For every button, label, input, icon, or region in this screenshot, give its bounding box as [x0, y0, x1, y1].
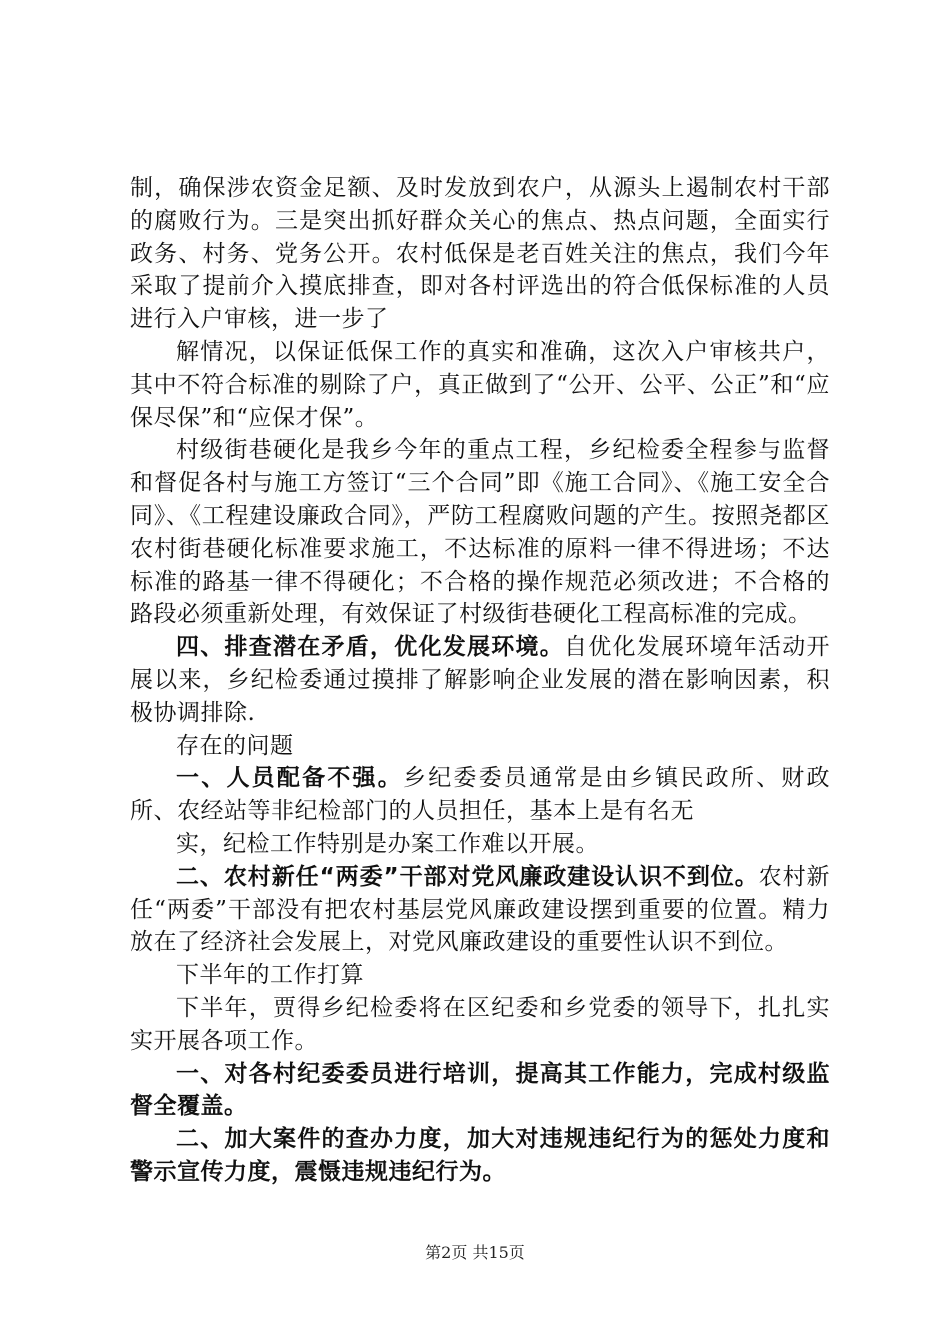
- paragraph-11: [130, 1058, 830, 1124]
- paragraph-4-heading: 四、排查潜在矛盾，优化发展环境。: [176, 634, 564, 661]
- paragraph-4: 四、排查潜在矛盾，优化发展环境。自优化发展环境年活动开展以来，乡纪检委通过摸排了解影响企业发展的潜在影响因素，积极协调排除.: [130, 634, 830, 726]
- paragraph-6-heading: 一、人员配备不强。: [176, 765, 403, 792]
- page-footer: 第2页 共15页: [425, 1243, 525, 1262]
- document-body: [130, 172, 830, 1189]
- paragraph-3: 村级街巷硬化是我乡今年的重点工程，乡纪检委全程参与监督和督促各村与施工方签订“三个合同”即《施工合同》、《施工安全合同》、《工程建设廉政合同》，严防工程腐败问题的产生。按照尧都区农村街巷硬化标准要求施工，不达标准的原料一律不得进场；不达标准的路基一律不得硬化；不合格的操作规范必须改进；不合格的路段必须重新处理，有效保证了村级街巷硬化工程高标准的完成。: [130, 437, 830, 628]
- paragraph-8-heading: 二、农村新任“两委”干部对党风廉政建设认识不到位。: [176, 863, 759, 890]
- paragraph-12: [130, 1123, 830, 1189]
- paragraph-7: 实，纪检工作特别是办案工作难以开展。: [176, 830, 599, 857]
- paragraph-10: 下半年，贾得乡纪检委将在区纪委和乡党委的领导下，扎扎实实开展各项工作。: [130, 994, 830, 1054]
- paragraph-11-heading: 一、对各村纪委委员进行培训，提高其工作能力，完成村级监督全覆盖。: [130, 1060, 830, 1120]
- section-heading-plans: 下半年的工作打算: [176, 962, 364, 989]
- paragraph-2: 解情况，以保证低保工作的真实和准确，这次入户审核共户，其中不符合标准的剔除了户，真正做到了“公开、公平、公正”和“应保尽保”和“应保才保”。: [130, 338, 830, 431]
- paragraph-12-heading: 二、加大案件的查办力度，加大对违规违纪行为的惩处力度和警示宣传力度，震慑违规违纪行为。: [130, 1126, 830, 1185]
- paragraph-8: 二、农村新任“两委”干部对党风廉政建设认识不到位。农村新任“两委”干部没有把农村基层党风廉政建设摆到重要的位置。精力放在了经济社会发展上，对党风廉政建设的重要性认识不到位。: [130, 863, 831, 956]
- paragraph-1: 制，确保涉农资金足额、及时发放到农户，从源头上遏制农村干部的腐败行为。三是突出抓好群众关心的焦点、热点问题，全面实行政务、村务、党务公开。农村低保是老百姓关注的焦点，我们今年采取了提前介入摸底排查，即对各村评选出的符合低保标准的人员进行入户审核，进一步了: [130, 175, 830, 333]
- paragraph-6: 一、人员配备不强。乡纪委委员通常是由乡镇民政所、财政所、农经站等非纪检部门的人员担任，基本上是有名无: [130, 765, 831, 825]
- section-heading-problems: 存在的问题: [176, 732, 294, 759]
